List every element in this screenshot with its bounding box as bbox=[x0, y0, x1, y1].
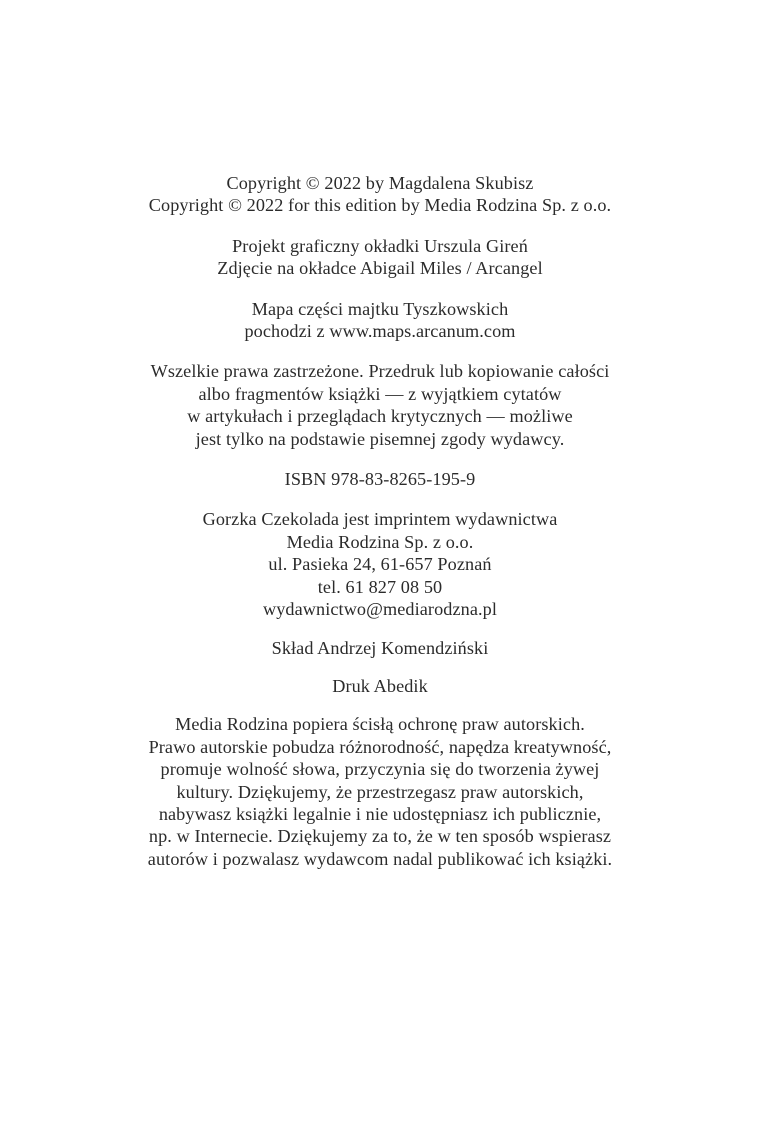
copyright-edition-line: Copyright © 2022 for this edition by Media Rodzina Sp. z o.o. bbox=[148, 195, 612, 216]
copyright-line: Copyright © 2022 by Magdalena Skubisz bbox=[226, 173, 534, 193]
copyright-block bbox=[95, 172, 665, 217]
rights-line-2: albo fragmentów książki — z wyjątkiem cytatów bbox=[198, 383, 562, 404]
colophon bbox=[95, 172, 665, 870]
imprint-line: Gorzka Czekolada jest imprintem wydawnictwa bbox=[202, 509, 558, 530]
anti-piracy-line-3: promuje wolność słowa, przyczynia się do tworzenia żywej bbox=[160, 759, 600, 780]
cover-photo-line: Zdjęcie na okładce Abigail Miles / Arcangel bbox=[217, 258, 543, 279]
printer-line: Druk Abedik bbox=[332, 675, 428, 696]
map-url-line: pochodzi z www.maps.arcanum.com bbox=[244, 321, 516, 342]
anti-piracy-line-6: np. w Internecie. Dziękujemy za to, że w ten sposób wspierasz bbox=[148, 826, 612, 847]
rights-reserved-block bbox=[95, 360, 665, 450]
map-source-line: Mapa części majtku Tyszkowskich bbox=[251, 298, 509, 319]
map-credits-block bbox=[95, 298, 665, 343]
publisher-phone-line: tel. 61 827 08 50 bbox=[317, 576, 443, 597]
publisher-name-line: Media Rodzina Sp. z o.o. bbox=[286, 531, 474, 552]
typesetter-line: Skład Andrzej Komendziński bbox=[271, 637, 489, 658]
publisher-block bbox=[95, 508, 665, 620]
isbn-block bbox=[95, 468, 665, 490]
rights-line-1: Wszelkie prawa zastrzeżone. Przedruk lub kopiowanie całości bbox=[150, 361, 610, 382]
rights-line-4: jest tylko na podstawie pisemnej zgody wydawcy. bbox=[195, 428, 565, 449]
isbn-line: ISBN 978-83-8265-195-9 bbox=[284, 469, 476, 490]
typesetting-block bbox=[95, 637, 665, 659]
cover-design-line: Projekt graficzny okładki Urszula Gireń bbox=[232, 235, 528, 256]
anti-piracy-line-7: autorów i pozwalasz wydawcom nadal publikować ich książki. bbox=[147, 848, 613, 869]
publisher-email-line: wydawnictwo@mediarodzna.pl bbox=[263, 599, 497, 620]
rights-line-3: w artykułach i przeglądach krytycznych — możliwe bbox=[187, 406, 573, 427]
publisher-address-line: ul. Pasieka 24, 61-657 Poznań bbox=[268, 554, 492, 575]
anti-piracy-block bbox=[95, 713, 665, 870]
anti-piracy-line-5: nabywasz książki legalnie i nie udostępniasz ich publicznie, bbox=[158, 803, 602, 824]
printer-block bbox=[95, 675, 665, 697]
anti-piracy-line-2: Prawo autorskie pobudza różnorodność, napędza kreatywność, bbox=[148, 736, 612, 757]
anti-piracy-line-1: Media Rodzina popiera ścisłą ochronę praw autorskich. bbox=[175, 714, 585, 735]
anti-piracy-line-4: kultury. Dziękujemy, że przestrzegasz praw autorskich, bbox=[176, 781, 584, 802]
cover-credits-block bbox=[95, 235, 665, 280]
